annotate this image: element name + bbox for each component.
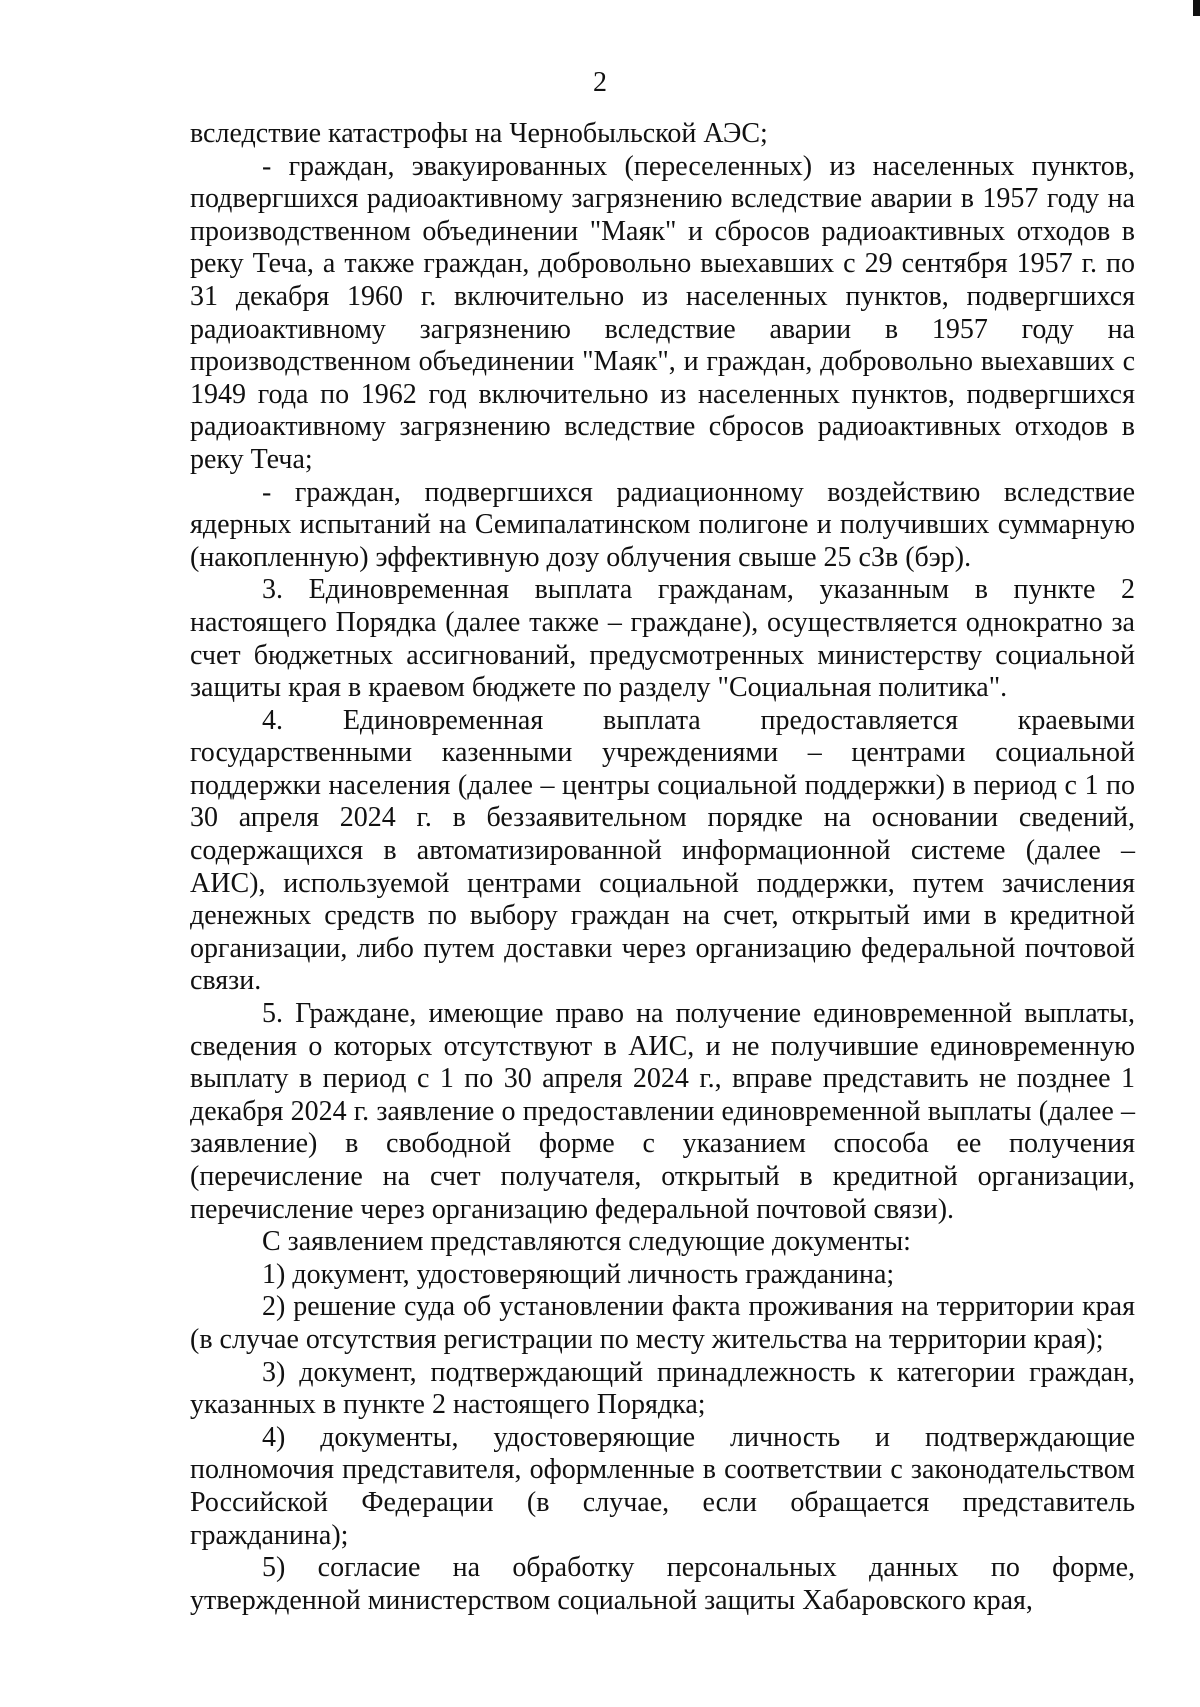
page-number: 2	[593, 67, 607, 98]
paragraph: 4) документы, удостоверяющие личность и подтверждающие полномочия представителя, оформленные в соответствии с законодательством Российской Федерации (в случае, если обращается представитель гражданина);	[190, 1421, 1135, 1551]
paragraph: 5) согласие на обработку персональных данных по форме, утвержденной министерством социальной защиты Хабаровского края,	[190, 1552, 1135, 1616]
paragraph: - граждан, подвергшихся радиационному воздействию вследствие ядерных испытаний на Семипалатинском полигоне и получивших суммарную (накопленную) эффективную дозу облучения свыше 25 сЗв (бэр).	[190, 476, 1135, 573]
paragraph: 4. Единовременная выплата предоставляется краевыми государственными казенными учреждениями – центрами социальной поддержки населения (далее – центры социальной поддержки) в период с 1 по 30 апреля 2024 г. в беззаявительном порядке на основании сведений, содержащихся в автоматизированной информационной системе (далее – АИС), используемой центрами социальной поддержки, путем зачисления денежных средств по выбору граждан на счет, открытый ими в кредитной организации, либо путем доставки через организацию федеральной почтовой связи.	[190, 704, 1135, 997]
paragraph: вследствие катастрофы на Чернобыльской АЭС;	[190, 118, 768, 149]
paragraph: 5. Граждане, имеющие право на получение единовременной выплаты, сведения о которых отсутствуют в АИС, и не получившие единовременную выплату в период с 1 по 30 апреля 2024 г., вправе представить не позднее 1 декабря 2024 г. заявление о предоставлении единовременной выплаты (далее – заявление) в свободной форме с указанием способа ее получения (перечисление на счет получателя, открытый в кредитной организации, перечисление через организацию федеральной почтовой связи).	[190, 998, 1135, 1225]
document-body	[190, 118, 1135, 1617]
scan-corner-mark	[1193, 0, 1200, 16]
paragraph: 1) документ, удостоверяющий личность гражданина;	[262, 1258, 895, 1290]
paragraph: 3. Единовременная выплата гражданам, указанным в пункте 2 настоящего Порядка (далее также – граждане), осуществляется однократно за счет бюджетных ассигнований, предусмотренных министерству социальной защиты края в краевом бюджете по разделу "Социальная политика".	[190, 574, 1135, 704]
paragraph: 3) документ, подтверждающий принадлежность к категории граждан, указанных в пункте 2 настоящего Порядка;	[190, 1356, 1135, 1421]
paragraph: 2) решение суда об установлении факта проживания на территории края (в случае отсутствия регистрации по месту жительства на территории края);	[190, 1291, 1135, 1355]
paragraph: - граждан, эвакуированных (переселенных) из населенных пунктов, подвергшихся радиоактивному загрязнению вследствие аварии в 1957 году на производственном объединении "Маяк" и сбросов радиоактивных отходов в реку Теча, а также граждан, добровольно выехавших с 29 сентября 1957 г. по 31 декабря 1960 г. включительно из населенных пунктов, подвергшихся радиоактивному загрязнению вследствие аварии в 1957 году на производственном объединении "Маяк", и граждан, добровольно выехавших с 1949 года по 1962 год включительно из населенных пунктов, подвергшихся радиоактивному загрязнению вследствие сбросов радиоактивных отходов в реку Теча;	[190, 150, 1135, 475]
paragraph: С заявлением представляются следующие документы:	[262, 1226, 911, 1258]
